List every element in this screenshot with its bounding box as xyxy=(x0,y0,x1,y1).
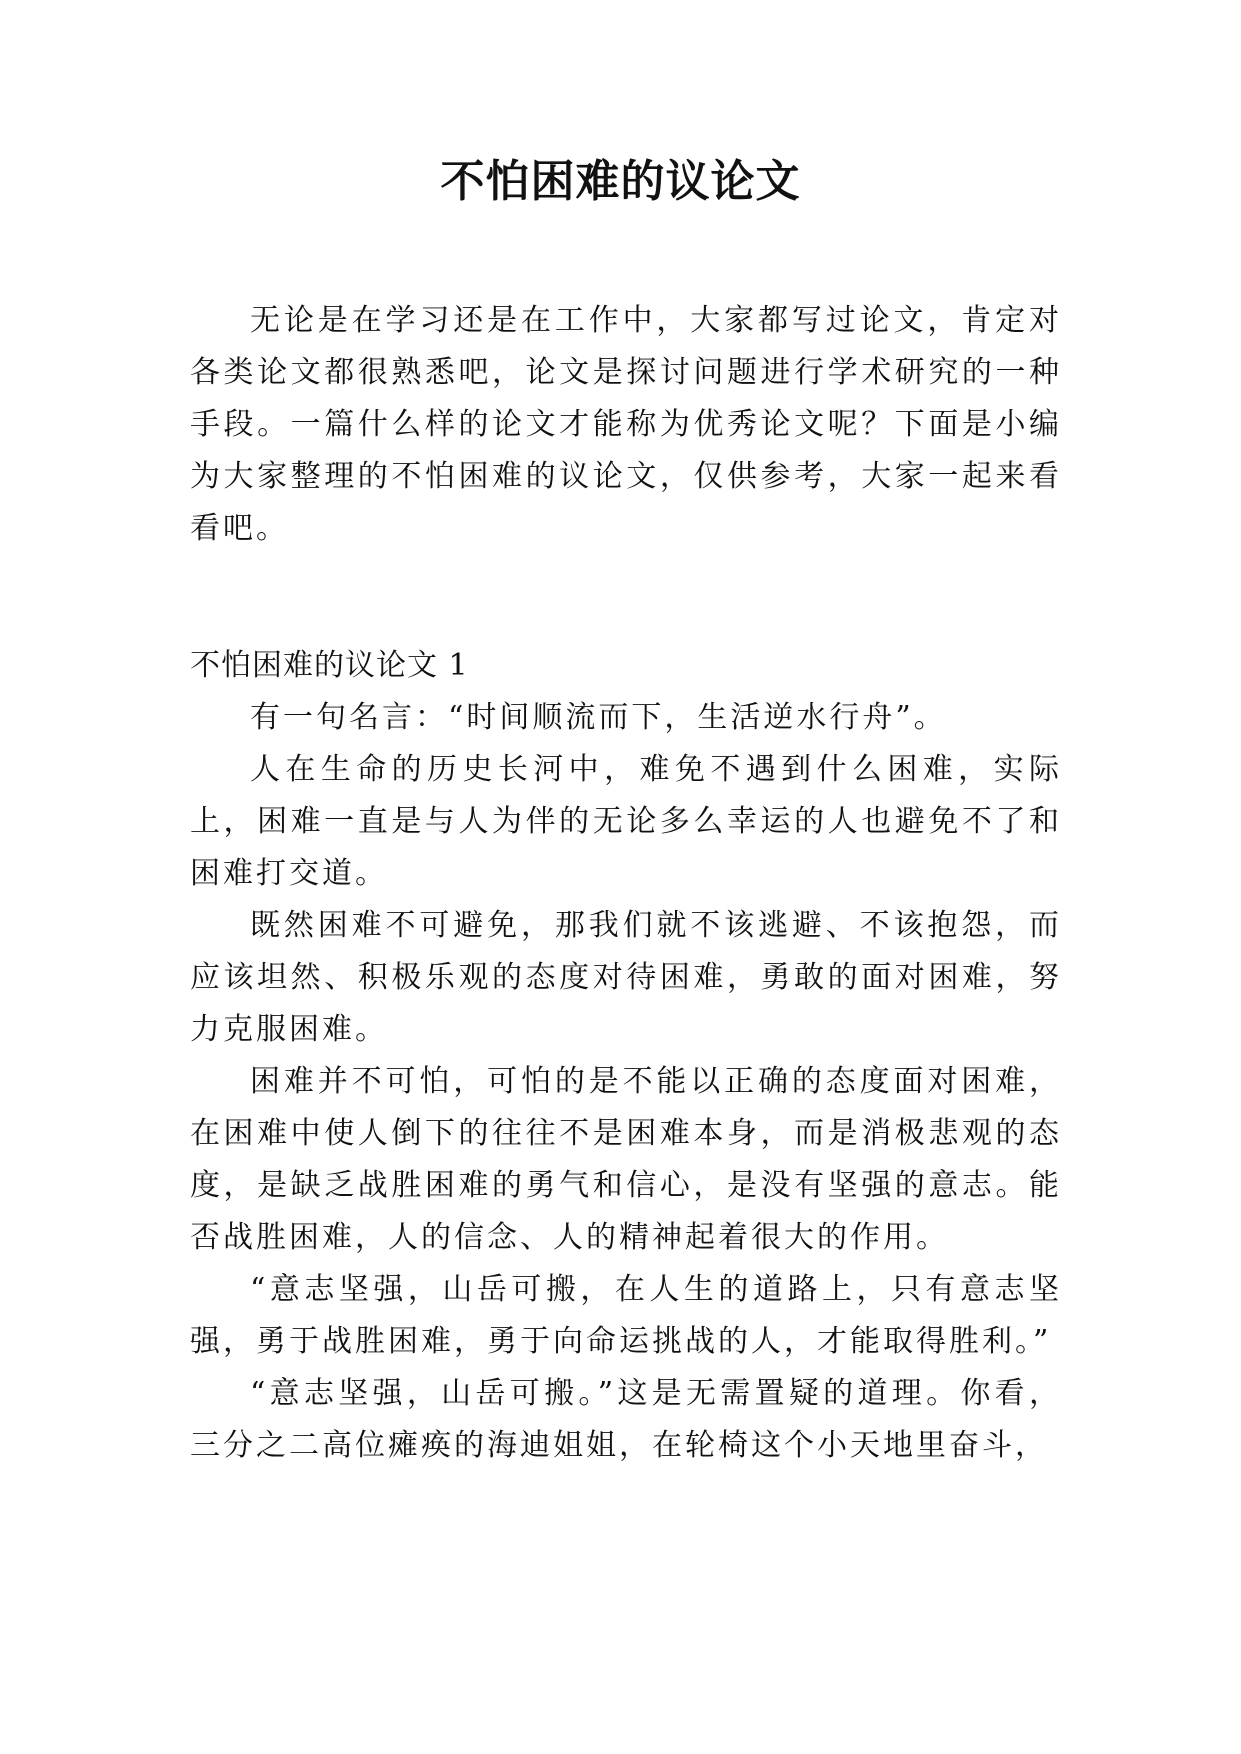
document-title: 不怕困难的议论文 xyxy=(440,156,801,207)
paragraph: “意志坚强，山岳可搬，在人生的道路上，只有意志坚强，勇于战胜困难，勇于向命运挑战的人，才能取得胜利。” xyxy=(190,1272,1062,1359)
paragraph: 有一句名言：“时间顺流而下，生活逆水行舟”。 xyxy=(250,700,947,735)
paragraph: 人在生命的历史长河中，难免不遇到什么困难，实际上，困难一直是与人为伴的无论多么幸运的人也避免不了和困难打交道。 xyxy=(190,752,1062,891)
paragraph: “意志坚强，山岳可搬。”这是无需置疑的道理。你看，三分之二高位瘫痪的海迪姐姐，在轮椅这个小天地里奋斗， xyxy=(190,1376,1062,1463)
intro-section xyxy=(190,295,1062,555)
intro-paragraph: 无论是在学习还是在工作中，大家都写过论文，肯定对各类论文都很熟悉吧，论文是探讨问题进行学术研究的一种手段。一篇什么样的论文才能称为优秀论文呢？下面是小编为大家整理的不怕困难的议论文，仅供参考，大家一起来看看吧。 xyxy=(190,303,1062,546)
section-heading: 不怕困难的议论文 1 xyxy=(190,648,469,683)
article-section xyxy=(190,640,1062,1472)
paragraph: 既然困难不可避免，那我们就不该逃避、不该抱怨，而应该坦然、积极乐观的态度对待困难，勇敢的面对困难，努力克服困难。 xyxy=(190,908,1062,1047)
paragraph: 困难并不可怕，可怕的是不能以正确的态度面对困难，在困难中使人倒下的往往不是困难本身，而是消极悲观的态度，是缺乏战胜困难的勇气和信心，是没有坚强的意志。能否战胜困难，人的信念、人的精神起着很大的作用。 xyxy=(190,1064,1062,1255)
